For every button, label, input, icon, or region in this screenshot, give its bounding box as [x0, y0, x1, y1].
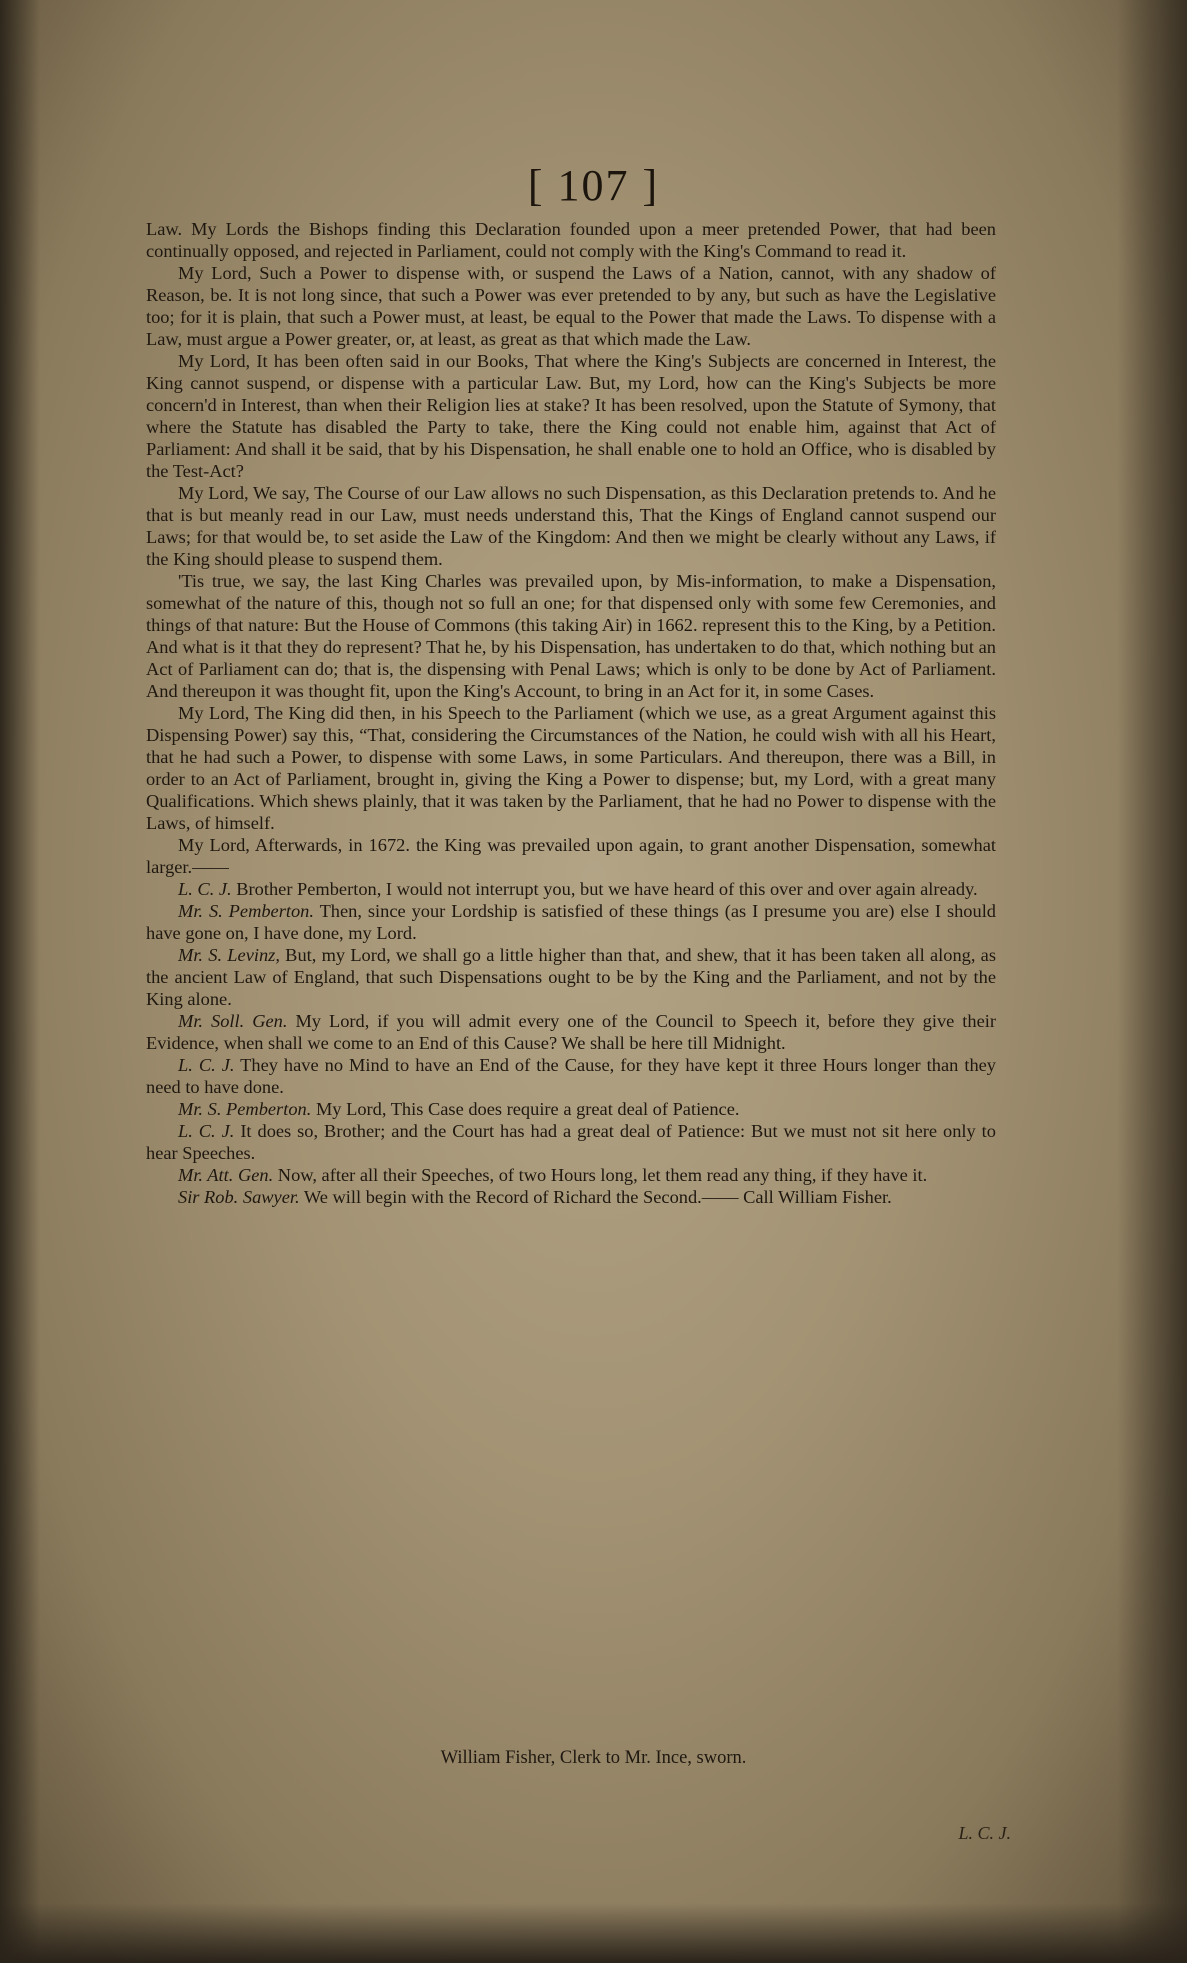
witness-sworn-line: William Fisher, Clerk to Mr. Ince, sworn. — [440, 1748, 747, 1768]
paragraph-text: Law. My Lords the Bishops finding this Declaration founded upon a meer pretended Power, that had been continually opposed, and rejected in Parliament, could not comply with the King's Command to read it. — [146, 219, 996, 261]
paragraph-text: Then, since your Lordship is satisfied of these things (as I presume you are) else I should have gone on, I have done, my Lord. — [146, 901, 996, 943]
paragraph-text: My Lord, Afterwards, in 1672. the King was prevailed upon again, to grant another Dispensation, somewhat larger.—— — [146, 835, 996, 877]
page-shadow-left — [0, 0, 40, 1963]
paragraph-text: My Lord, It has been often said in our Books, That where the King's Subjects are concerned in Interest, the King cannot suspend, or dispense with a particular Law. But, my Lord, how can the King's Subjects be more concern'd in Interest, than when their Religion lies at stake? It has been resolved, upon the Statute of Symony, that where the Statute has disabled the Party to take, there the King could not enable him, against that Act of Parliament: And shall it be said, that by his Dispensation, he shall enable one to hold an Office, who is disabled by the Test-Act? — [146, 351, 996, 481]
paragraph — [146, 1010, 996, 1054]
speaker-label: Mr. Att. Gen. — [178, 1165, 274, 1185]
paragraph — [146, 1186, 996, 1208]
paragraph — [146, 702, 996, 834]
paragraph — [146, 900, 996, 944]
paragraph — [146, 1054, 996, 1098]
paragraph-text: Brother Pemberton, I would not interrupt you, but we have heard of this over and over again already. — [236, 879, 978, 899]
speaker-label: Mr. Soll. Gen. — [178, 1011, 288, 1031]
page-shadow-bottom — [0, 1903, 1187, 1963]
paragraph-text: My Lord, This Case does require a great deal of Patience. — [315, 1099, 740, 1119]
speaker-label: Mr. S. Pemberton. — [178, 901, 314, 921]
paragraph — [146, 1164, 996, 1186]
paragraph — [146, 944, 996, 1010]
paragraph — [146, 1120, 996, 1164]
paragraph-text: But, my Lord, we shall go a little higher than that, and shew, that it has been taken all along, as the ancient Law of England, that such Dispensations ought to be by the King and the Parliament, and not by the King alone. — [146, 945, 996, 1009]
speaker-label: Sir Rob. Sawyer. — [178, 1187, 300, 1207]
paragraph-text: Now, after all their Speeches, of two Hours long, let them read any thing, if they have it. — [277, 1165, 928, 1185]
paragraph — [146, 218, 996, 262]
paragraph — [146, 482, 996, 570]
speaker-label: L. C. J. — [178, 879, 232, 899]
paragraph-text: My Lord, The King did then, in his Speech to the Parliament (which we use, as a great Argument against this Dispensing Power) say this, “That, considering the Circumstances of the Nation, he could wish with all his Heart, that he had such a Power, to dispense with some Laws, in some Particulars. And thereupon, there was a Bill, in order to an Act of Parliament, brought in, giving the King a Power to dispense; but, my Lord, with a great many Qualifications. Which shews plainly, that it was taken by the Parliament, that he had no Power to dispense with the Laws, of himself. — [146, 703, 996, 833]
paragraph-text: It does so, Brother; and the Court has had a great deal of Patience: But we must not sit here only to hear Speeches. — [146, 1121, 996, 1163]
speaker-label: Mr. S. Levinz, — [178, 945, 280, 965]
paragraph-text: They have no Mind to have an End of the Cause, for they have kept it three Hours longer than they need to have done. — [146, 1055, 997, 1097]
paragraph — [146, 350, 996, 482]
speaker-label: L. C. J. — [178, 1121, 235, 1141]
paragraph-text: We will begin with the Record of Richard the Second.—— Call William Fisher. — [303, 1187, 892, 1207]
paragraph — [146, 878, 996, 900]
page-body — [146, 218, 996, 1208]
page-number: [ 107 ] — [527, 161, 660, 210]
paragraph-text: My Lord, We say, The Course of our Law allows no such Dispensation, as this Declaration pretends to. And he that is but meanly read in our Law, must needs understand this, That the Kings of England cannot suspend our Laws; for that would be, to set aside the Law of the Kingdom: And then we might be clearly without any Laws, if the King should please to suspend them. — [146, 483, 996, 569]
paragraph — [146, 570, 996, 702]
speaker-label: L. C. J. — [178, 1055, 235, 1075]
paragraph-text: 'Tis true, we say, the last King Charles was prevailed upon, by Mis-information, to make a Dispensation, somewhat of the nature of this, though not so full an one; for that dispensed only with some few Ceremonies, and things of that nature: But the House of Commons (this taking Air) in 1662. represent this to the King, by a Petition. And what is it that they do represent? That he, by his Dispensation, has undertaken to do that, which nothing but an Act of Parliament can do; that is, the dispensing with Penal Laws; which is only to be done by Act of Parliament. And thereupon it was thought fit, upon the King's Account, to bring in an Act for it, in some Cases. — [146, 571, 996, 701]
paragraph — [146, 1098, 996, 1120]
speaker-label: Mr. S. Pemberton. — [178, 1099, 312, 1119]
paragraph — [146, 262, 996, 350]
page-shadow-right — [1117, 0, 1187, 1963]
catchword: L. C. J. — [958, 1823, 1011, 1843]
paragraph — [146, 834, 996, 878]
paragraph-text: My Lord, Such a Power to dispense with, or suspend the Laws of a Nation, cannot, with any shadow of Reason, be. It is not long since, that such a Power was ever pretended to by any, but such as have the Legislative too; for it is plain, that such a Power must, at least, be equal to the Power that made the Laws. To dispense with a Law, must argue a Power greater, or, at least, as great as that which made the Law. — [146, 263, 996, 349]
paragraph-text: My Lord, if you will admit every one of the Council to Speech it, before they give their Evidence, when shall we come to an End of this Cause? We shall be here till Midnight. — [146, 1011, 996, 1053]
